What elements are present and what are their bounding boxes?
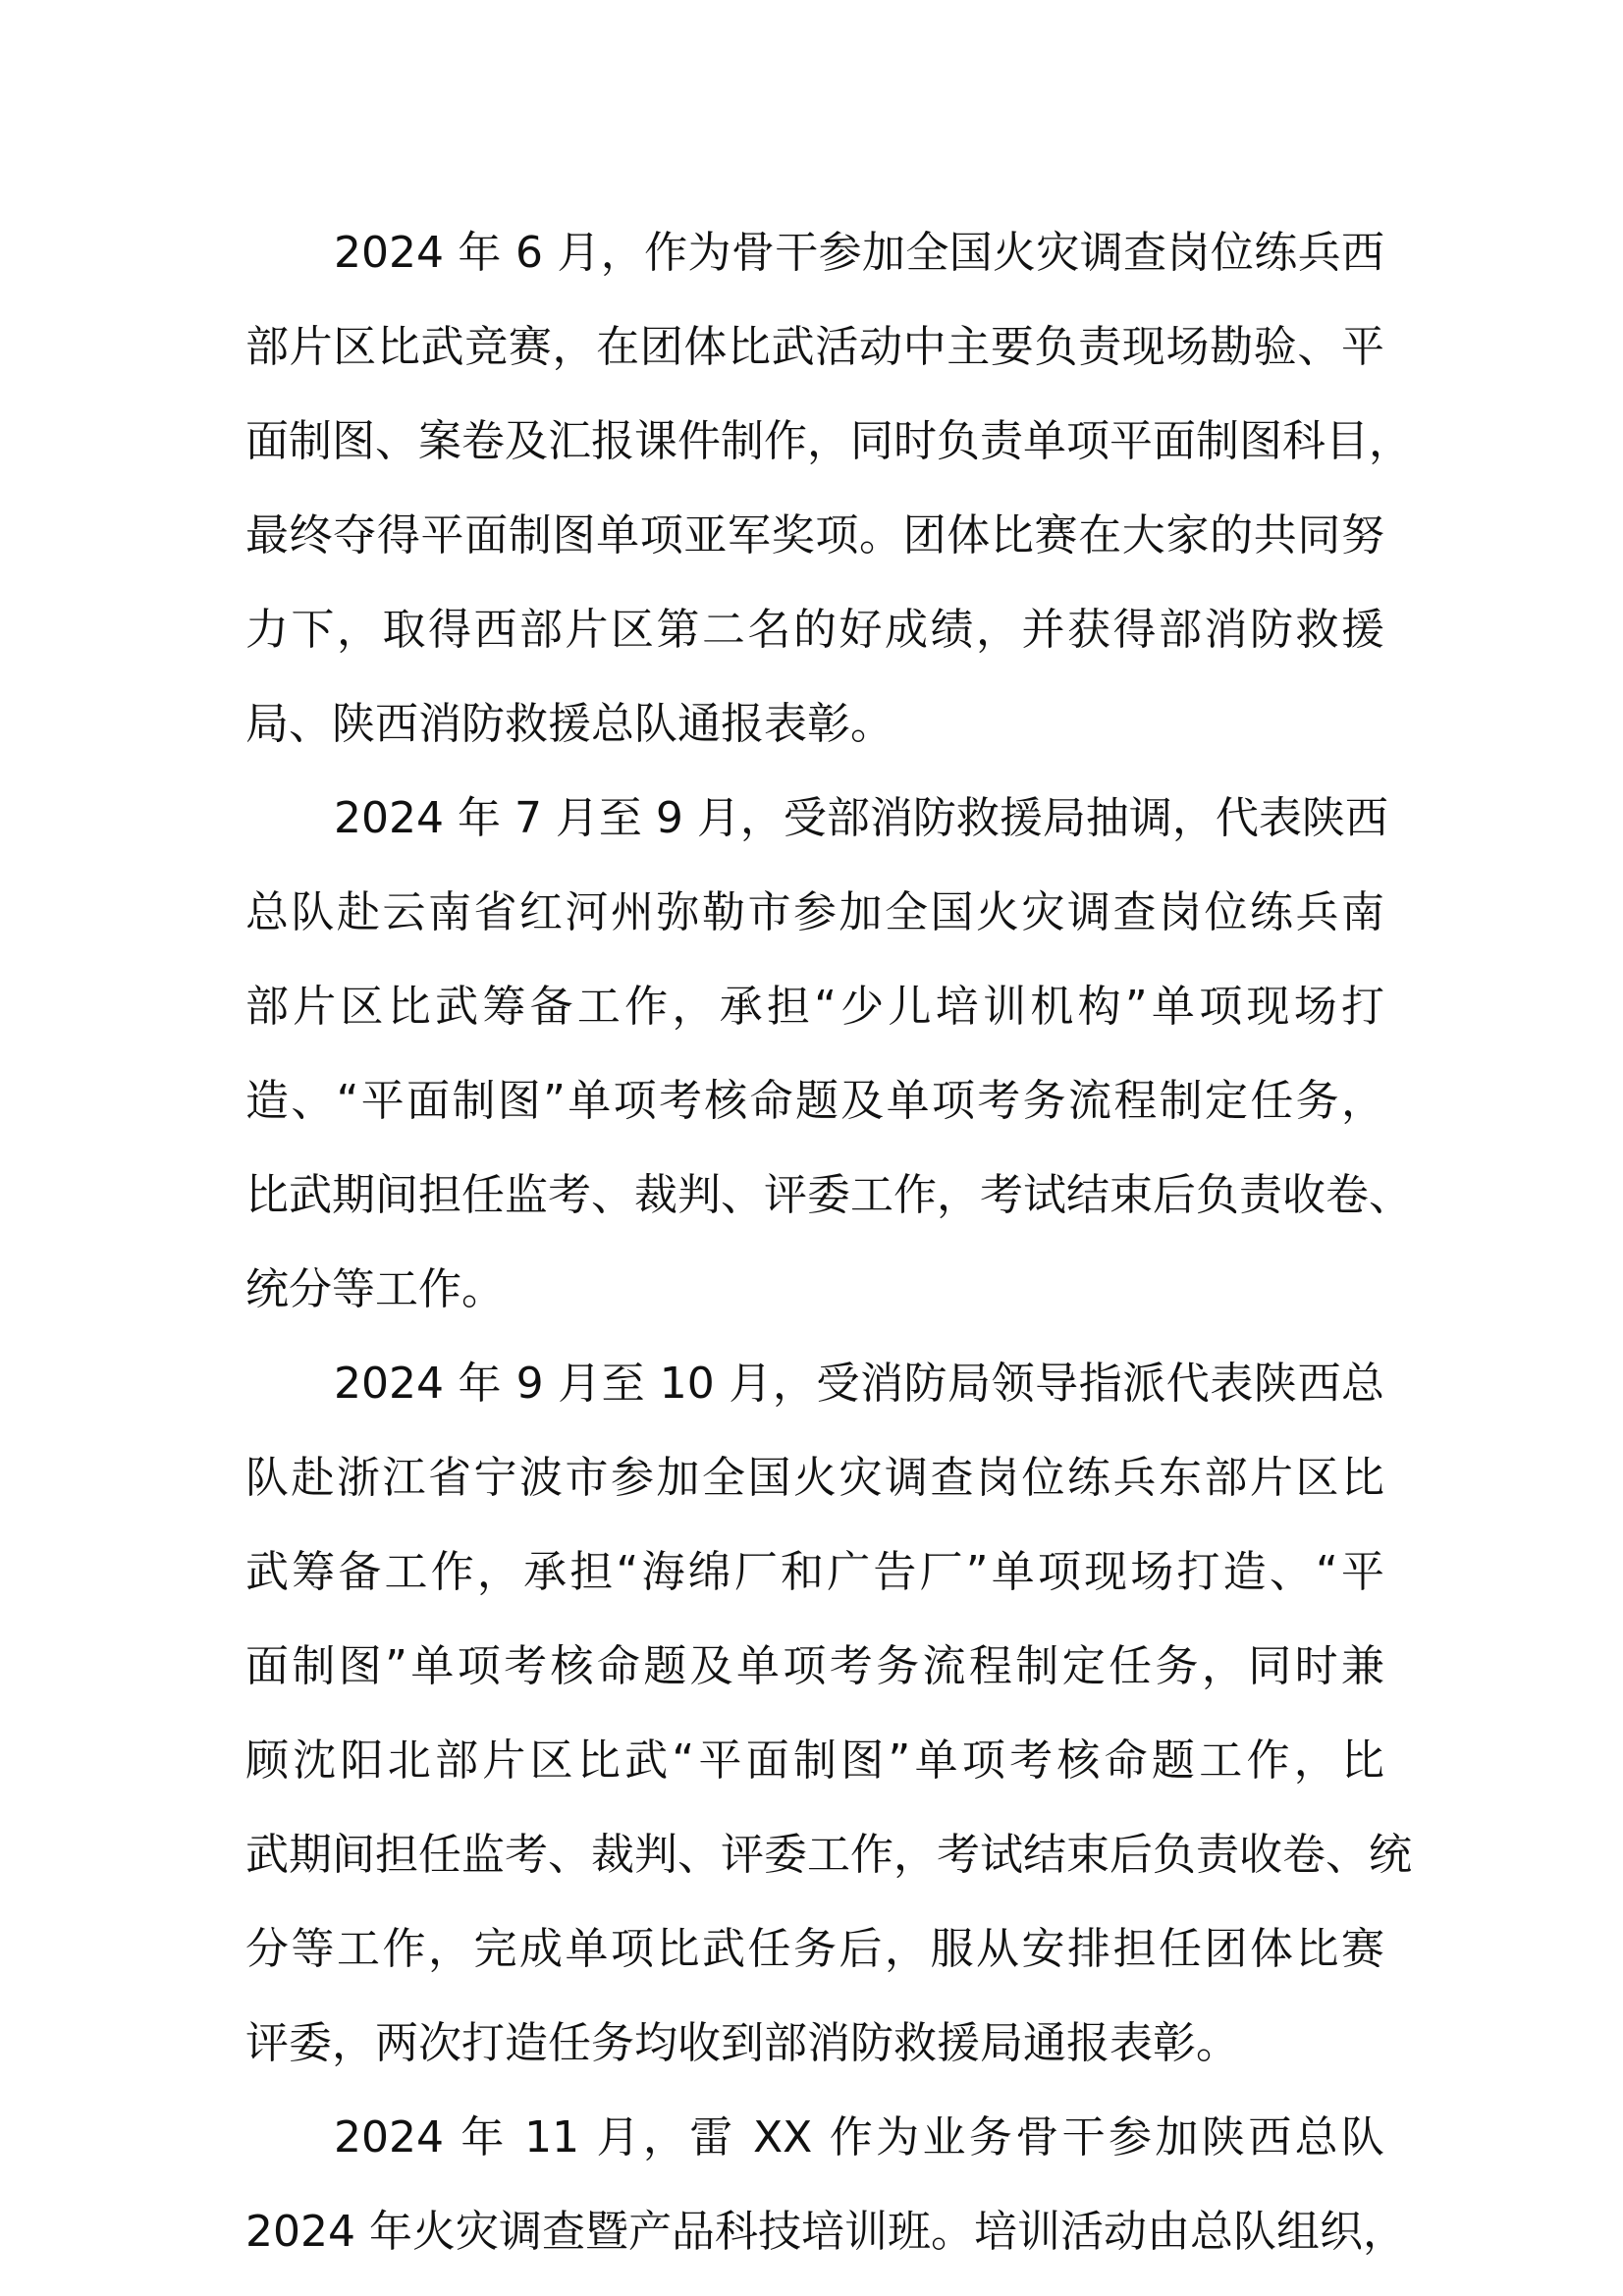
- paragraph-2-line-6: 统分等工作。: [245, 1264, 505, 1314]
- paragraph-2-line-5: 比武期间担任监考、裁判、评委工作，考试结束后负责收卷、: [245, 1170, 1412, 1220]
- paragraph-3-line-7: 分等工作，完成单项比武任务后，服从安排担任团体比赛: [245, 1924, 1384, 1974]
- paragraph-2-line-1: 2024 年 7 月至 9 月，受部消防救援局抽调，代表陕西: [334, 793, 1388, 843]
- paragraph-3-line-3: 武筹备工作，承担“海绵厂和广告厂”单项现场打造、“平: [245, 1547, 1384, 1597]
- paragraph-4-line-2: 2024 年火灾调查暨产品科技培训班。培训活动由总队组织，: [245, 2207, 1406, 2257]
- paragraph-1-line-4: 最终夺得平面制图单项亚军奖项。团体比赛在大家的共同努: [245, 510, 1384, 561]
- paragraph-2-line-4: 造、“平面制图”单项考核命题及单项考务流程制定任务，: [245, 1076, 1384, 1126]
- paragraph-1-line-6: 局、陕西消防救援总队通报表彰。: [245, 699, 893, 749]
- paragraph-3-line-1: 2024 年 9 月至 10 月，受消防局领导指派代表陕西总: [334, 1359, 1384, 1409]
- paragraph-2-line-2: 总队赴云南省红河州弥勒市参加全国火灾调查岗位练兵南: [245, 887, 1384, 937]
- paragraph-3-line-8: 评委，两次打造任务均收到部消防救援局通报表彰。: [245, 2018, 1239, 2068]
- paragraph-2-line-3: 部片区比武筹备工作，承担“少儿培训机构”单项现场打: [245, 982, 1384, 1032]
- paragraph-3-line-2: 队赴浙江省宁波市参加全国火灾调查岗位练兵东部片区比: [245, 1453, 1384, 1503]
- paragraph-1-line-1: 2024 年 6 月，作为骨干参加全国火灾调查岗位练兵西: [334, 228, 1384, 278]
- paragraph-1-line-2: 部片区比武竞赛，在团体比武活动中主要负责现场勘验、平: [245, 322, 1384, 372]
- paragraph-3-line-4: 面制图”单项考核命题及单项考务流程制定任务，同时兼: [245, 1641, 1384, 1691]
- paragraph-3-line-6: 武期间担任监考、裁判、评委工作，考试结束后负责收卷、统: [245, 1830, 1412, 1880]
- paragraph-1-line-5: 力下，取得西部片区第二名的好成绩，并获得部消防救援: [245, 605, 1384, 655]
- paragraph-4-line-1: 2024 年 11 月，雷 XX 作为业务骨干参加陕西总队: [334, 2112, 1384, 2163]
- paragraph-1-line-3: 面制图、案卷及汇报课件制作，同时负责单项平面制图科目，: [245, 416, 1412, 466]
- paragraph-3-line-5: 顾沈阳北部片区比武“平面制图”单项考核命题工作，比: [245, 1735, 1384, 1786]
